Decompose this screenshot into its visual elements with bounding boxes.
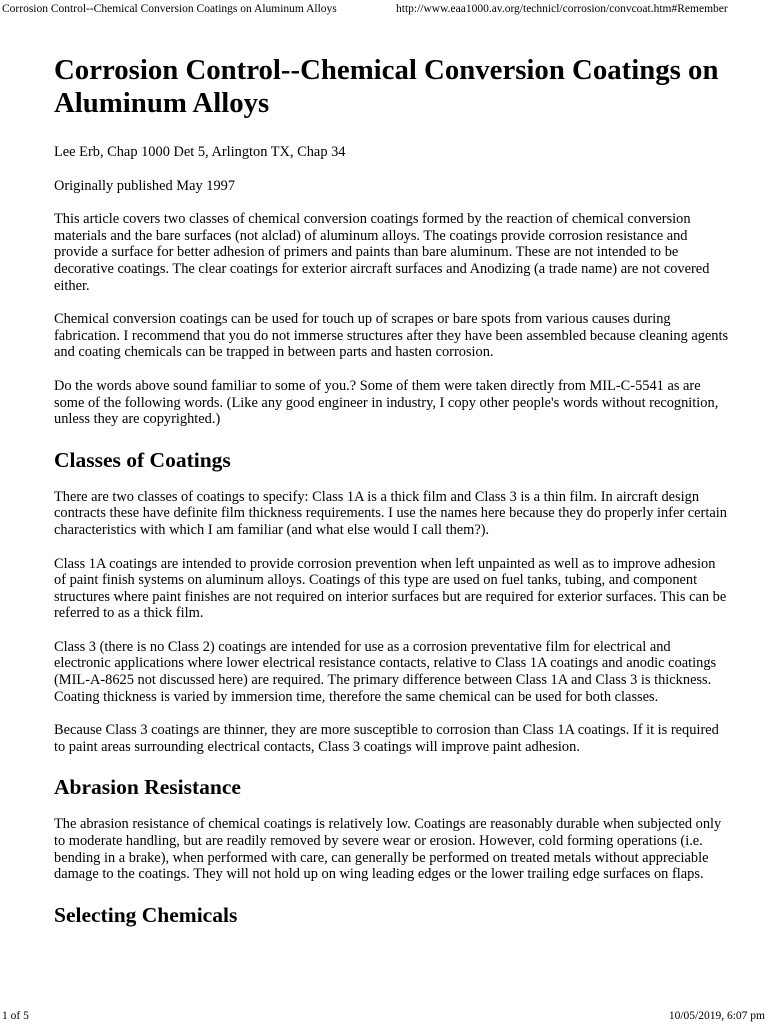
article-title: Corrosion Control--Chemical Conversion Coatings on Aluminum Alloys — [54, 54, 719, 119]
article-content — [54, 54, 729, 944]
section-paragraph: The abrasion resistance of chemical coatings is relatively low. Coatings are reasonably durable when subjected only to moderate handling, but are readily removed by severe wear or erosion. However, cold forming operations (i.e. bending in a brake), when performed with care, can generally be performed on treated metals without appreciable damage to the coatings. They will not hold up on wing leading edges or the lower trailing edge surfaces on flaps. — [54, 816, 722, 883]
section-heading-classes-of-coatings: Classes of Coatings — [54, 447, 231, 472]
article-byline: Lee Erb, Chap 1000 Det 5, Arlington TX, Chap 34 — [54, 144, 346, 160]
intro-paragraph: This article covers two classes of chemical conversion coatings formed by the reaction of chemical conversion materials and the bare surfaces (not alclad) of aluminum alloys. The coatings provide corrosion resistance and provide a surface for better adhesion of primers and paints than bare aluminum. These are not intended to be decorative coatings. The clear coatings for exterior aircraft surfaces and Anodizing (a trade name) are not covered either. — [54, 211, 710, 294]
article-published-date: Originally published May 1997 — [54, 177, 236, 194]
section-heading-abrasion-resistance: Abrasion Resistance — [54, 775, 241, 800]
intro-paragraph: Chemical conversion coatings can be used for touch up of scrapes or bare spots from various causes during fabrication. I recommend that you do not immerse structures after they have been assembled because cleaning agents and coating chemicals can be trapped in between parts and hasten corrosion. — [54, 311, 729, 361]
section-paragraph: Class 3 (there is no Class 2) coatings are intended for use as a corrosion preventative film for electrical and electronic applications where lower electrical resistance contacts, relative to Class 1A coatings and anodic coatings (MIL-A-8625 not discussed here) are required. The primary difference between Class 1A and Class 3 is thickness. Coating thickness is varied by immersion time, therefore the same chemical can be used for both classes. — [54, 638, 717, 705]
page-number: 1 of 5 — [2, 1010, 29, 1022]
print-header-title: Corrosion Control--Chemical Conversion Coatings on Aluminum Alloys — [2, 3, 337, 15]
section-heading-selecting-chemicals: Selecting Chemicals — [54, 902, 238, 927]
section-paragraph: There are two classes of coatings to specify: Class 1A is a thick film and Class 3 is a thin film. In aircraft design contracts these have definite film thickness requirements. I use the names here because they do properly infer certain characteristics with which I am familiar (and what else would I call them?). — [54, 488, 727, 538]
intro-paragraph: Do the words above sound familiar to some of you.? Some of them were taken directly from MIL-C-5541 as are some of the following words. (Like any good engineer in industry, I copy other people's words without recognition, unless they are copyrighted.) — [54, 377, 719, 428]
section-paragraph: Class 1A coatings are intended to provide corrosion prevention when left unpainted as well as to improve adhesion of paint finish systems on aluminum alloys. Coatings of this type are used on fuel tanks, tubing, and component structures where paint finishes are not required on interior surfaces but are required for exterior surfaces. This can be referred to as a thick film. — [54, 555, 727, 622]
print-header — [0, 0, 768, 18]
print-header-url[interactable]: http://www.eaa1000.av.org/technicl/corrosion/convcoat.htm#Remember — [396, 3, 728, 15]
print-datetime: 10/05/2019, 6:07 pm — [668, 1010, 765, 1022]
print-footer — [0, 1009, 768, 1024]
section-paragraph: Because Class 3 coatings are thinner, they are more susceptible to corrosion than Class 1A coatings. If it is required to paint areas surrounding electrical contacts, Class 3 coatings will improve paint adhesion. — [54, 722, 719, 755]
